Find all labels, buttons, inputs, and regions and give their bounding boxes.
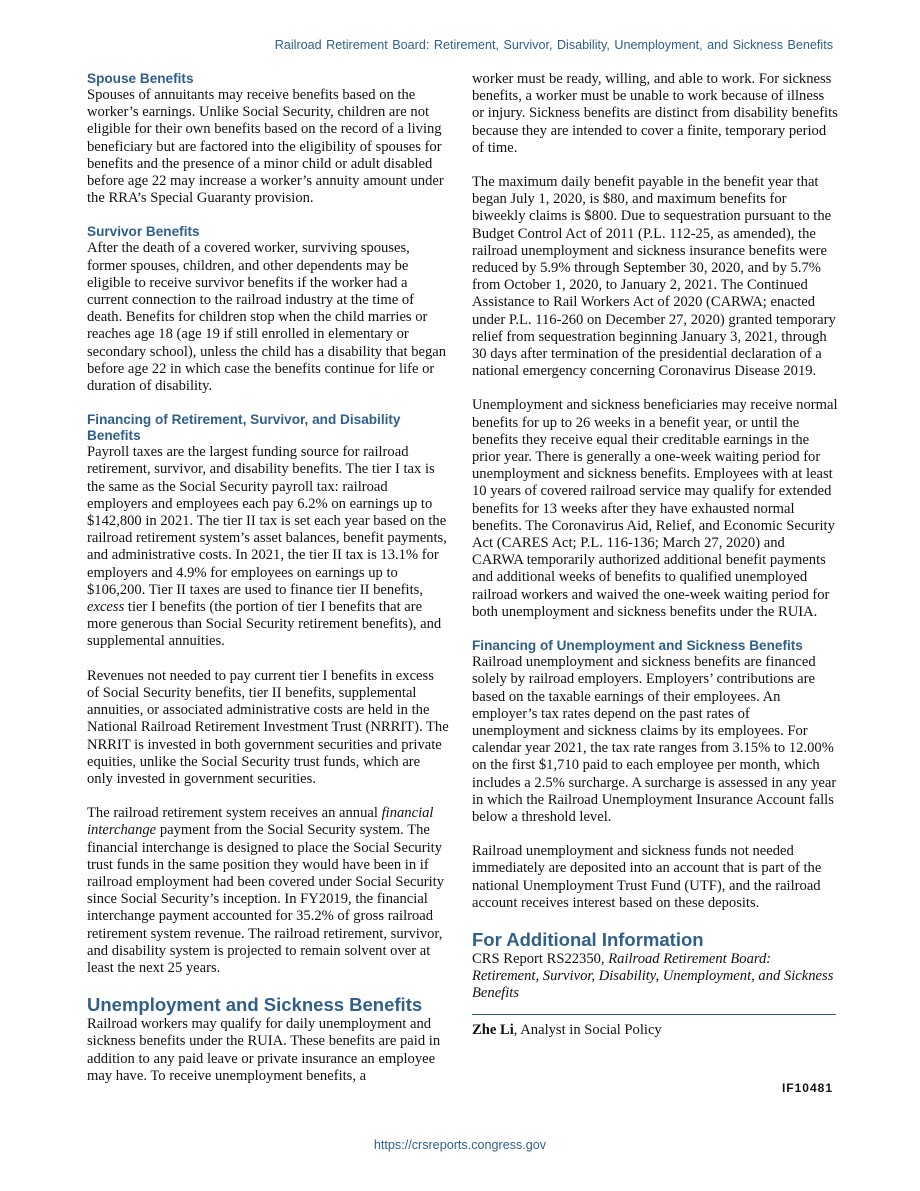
survivor-benefits-paragraph: After the death of a covered worker, surviving spouses, former spouses, children, and other dependents may be eligible to receive survivor benefits if the worker had a current connection to the railroad industry at the time of death. Benefits for children stop when the child marries or reaches age 18 (age 19 if still enrolled in elementary or secondary school), unless the child has a disability that began before age 22 in which case the benefits continue for life or duration of disability.	[87, 240, 447, 395]
spouse-benefits-paragraph: Spouses of annuitants may receive benefits based on the worker’s earnings. Unlike Social Security, children are not eligible for their own benefits based on the record of a living beneficiary but are factored into the eligibility of spouses for benefits and the presence of a minor child or adult disabled before age 22 may increase a worker’s annuity amount under the RRA’s Special Guaranty provision.	[87, 87, 444, 207]
footer	[0, 1138, 920, 1152]
author-divider	[472, 1014, 836, 1015]
running-header: Railroad Retirement Board: Retirement, Survivor, Disability, Unemployment, and Sickness Benefits	[274, 38, 833, 52]
report-id: IF10481	[781, 1081, 833, 1095]
crs-reports-link[interactable]: https://crsreports.congress.gov	[373, 1138, 547, 1152]
maximum-benefit-paragraph: The maximum daily benefit payable in the benefit year that began July 1, 2020, is $80, and maximum benefits for biweekly claims is $800. Due to sequestration pursuant to the Budget Control Act of 2011 (P.L. 112-25, as amended), the railroad unemployment and sickness insurance benefits were reduced by 5.9% through September 30, 2020, and by 5.7% from October 1, 2020, to January 2, 2021. The Continued Assistance to Rail Workers Act of 2020 (CARWA; enacted under P.L. 116-260 on December 27, 2020) granted temporary relief from sequestration beginning January 3, 2021, through 30 days after termination of the presidential declaration of a national emergency concerning Coronavirus Disease 2019.	[472, 174, 836, 380]
eligibility-paragraph: worker must be ready, willing, and able to work. For sickness benefits, a worker must be unable to work because of illness or injury. Sickness benefits are distinct from disability benefits because they are intended to cover a finite, temporary period of time.	[472, 71, 838, 156]
financial-interchange-paragraph: The railroad retirement system receives an annual financial interchange payment from the Social Security system. The financial interchange is designed to place the Social Security trust funds in the same position they would have been in if railroad employment had been covered under Social Security since Social Security’s inception. In FY2019, the financial interchange payment accounted for 35.2% of gross railroad retirement system revenue. The railroad retirement, survivor, and disability system is projected to remain solvent over at least the next 25 years.	[87, 805, 445, 976]
financing-us-heading: Financing of Unemployment and Sickness Benefits	[472, 638, 803, 654]
benefit-duration-paragraph: Unemployment and sickness beneficiaries may receive normal benefits for up to 26 weeks in a benefit year, or until the benefits they receive equal their creditable earnings in the prior year. There is generally a one-week waiting period for unemployment and sickness benefits. Employees with at least 10 years of covered railroad service may qualify for extended benefits for 13 weeks after they have exhausted normal benefits. The Coronavirus Aid, Relief, and Economic Security Act (CARES Act; P.L. 116-136; March 27, 2020) and CARWA temporarily authorized additional benefit payments and additional weeks of benefits to qualified unemployed railroad workers and waived the one-week waiting period for both unemployment and sickness benefits under the RUIA.	[472, 397, 838, 620]
left-column	[87, 71, 449, 1102]
nrrit-paragraph: Revenues not needed to pay current tier I benefits in excess of Social Security benefits, tier II benefits, supplemental annuities, or associated administrative costs are held in the National Railroad Retirement Investment Trust (NRRIT). The NRRIT is invested in both government securities and private equities, unlike the Social Security trust funds, which are only invested in government securities.	[87, 667, 449, 787]
crs-report-reference: CRS Report RS22350, Railroad Retirement Board: Retirement, Survivor, Disability, Unemployment, and Sickness Benefits	[472, 950, 834, 1002]
utf-deposits-paragraph: Railroad unemployment and sickness funds not needed immediately are deposited into an account that is part of the national Unemployment Trust Fund (UTF), and the railroad account receives interest based on these deposits.	[472, 843, 822, 911]
unemployment-sickness-paragraph: Railroad workers may qualify for daily unemployment and sickness benefits under the RUIA. These benefits are paid in addition to any paid leave or private insurance an employee may have. To receive unemployment benefits, a	[87, 1016, 441, 1084]
employer-contributions-paragraph: Railroad unemployment and sickness benefits are financed solely by railroad employers. Employers’ contributions are based on the taxable earnings of their employees. An employer’s tax rates depend on the past rates of unemployment and sickness claims by its employees. For calendar year 2021, the tax rate ranges from 3.15% to 12.00% on the first $1,710 paid to each employee per month, which includes a 2.5% surcharge. A surcharge is assessed in any year in which the Railroad Unemployment Insurance Account falls below a threshold level.	[472, 654, 837, 825]
unemployment-sickness-heading: Unemployment and Sickness Benefits	[87, 994, 423, 1016]
right-column	[472, 71, 838, 1039]
additional-info-heading: For Additional Information	[472, 928, 704, 950]
payroll-taxes-paragraph: Payroll taxes are the largest funding source for railroad retirement, survivor, and disability benefits. The tier I tax is the same as the Social Security payroll tax: railroad employers and employees each pay 6.2% on earnings up to $142,800 in 2021. The tier II tax is set each year based on the railroad retirement system’s asset balances, benefit payments, and administrative costs. In 2021, the tier II tax is 13.1% for employers and 4.9% for employees on earnings up to $106,200. Tier II taxes are used to finance tier II benefits, excess tier I benefits (the portion of tier I benefits that are more generous than Social Security retirement benefits), and supplemental annuities.	[87, 444, 447, 650]
financing-rsd-heading: Financing of Retirement, Survivor, and Disability Benefits	[87, 412, 401, 444]
spouse-benefits-heading: Spouse Benefits	[87, 71, 194, 86]
author-line: Zhe Li, Analyst in Social Policy	[472, 1021, 662, 1038]
survivor-benefits-heading: Survivor Benefits	[87, 224, 200, 240]
